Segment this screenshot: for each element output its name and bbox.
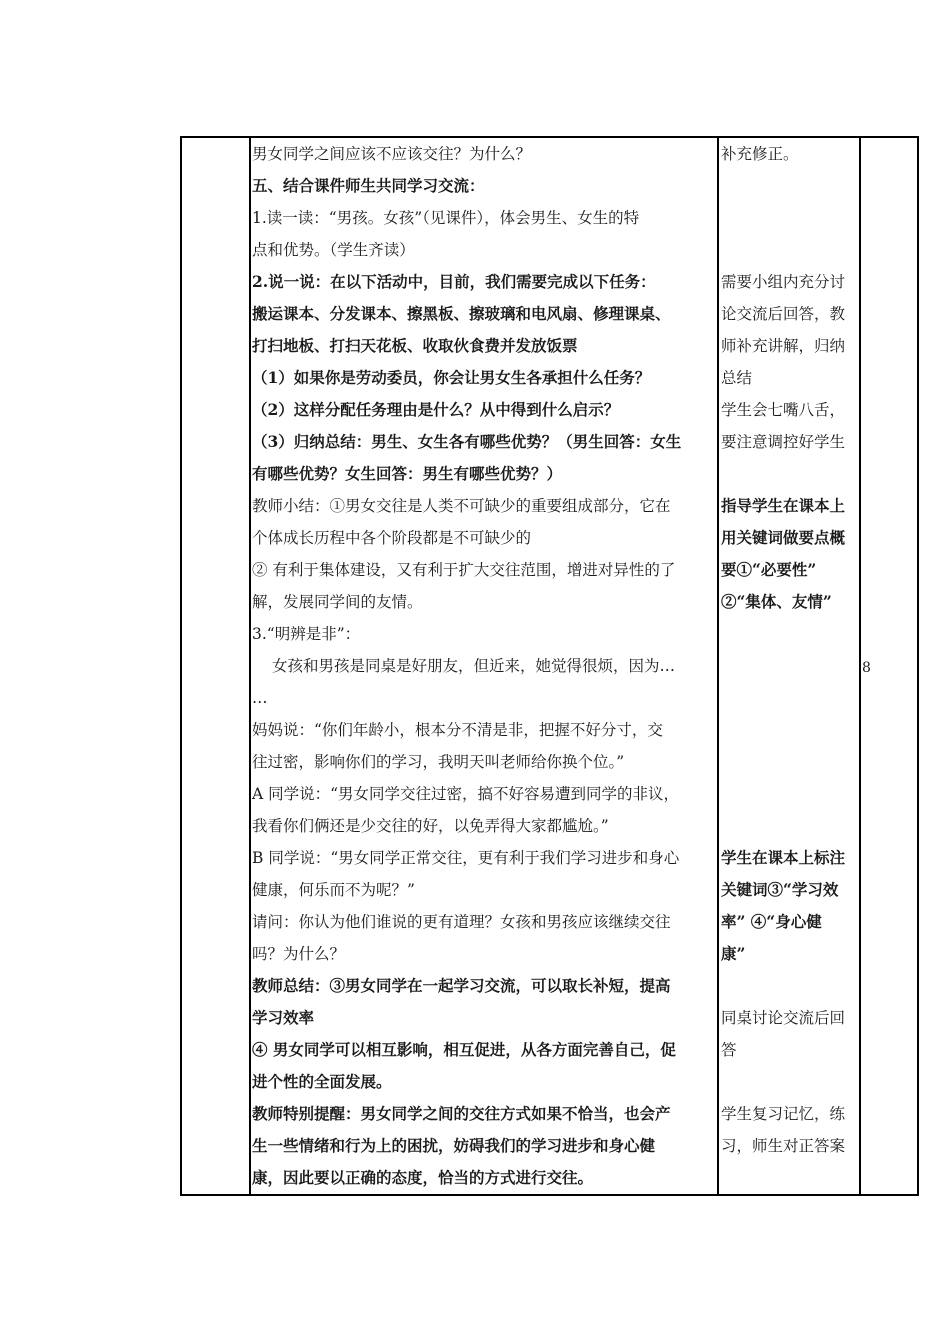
note-line: 习，师生对正答案 <box>721 1137 846 1155</box>
note-line: 指导学生在课本上 <box>721 496 846 515</box>
content-line: 吗？为什么？ <box>252 945 346 963</box>
content-line: 妈妈说：“你们年龄小，根本分不清是非，把握不好分寸，交 <box>252 721 663 739</box>
content-line: A 同学说：“男女同学交往过密，搞不好容易遭到同学的非议， <box>252 785 680 803</box>
note-line: 关键词③“学习效 <box>721 880 839 899</box>
content-line: （2）这样分配任务理由是什么？从中得到什么启示？ <box>252 400 620 419</box>
content-line: 健康，何乐而不为呢？” <box>252 881 415 899</box>
content-line: 男女同学之间应该不应该交往？为什么？ <box>252 145 532 163</box>
note-line <box>721 618 859 650</box>
table-row <box>181 137 918 1195</box>
note-line <box>721 202 859 234</box>
content-line: 解，发展同学间的友情。 <box>252 593 423 611</box>
note-line: 学生会七嘴八舌， <box>721 401 846 419</box>
note-line <box>721 714 859 746</box>
note-line: 康” <box>721 944 746 963</box>
note-line: 总结 <box>721 369 753 387</box>
content-line: 我看你们俩还是少交往的好，以免弄得大家都尴尬。” <box>252 817 609 835</box>
note-line: 同桌讨论交流后回 <box>721 1009 846 1027</box>
content-line: 教师特别提醒：男女同学之间的交往方式如果不恰当，也会产 <box>252 1104 671 1123</box>
note-line: 学生复习记忆，练 <box>721 1105 846 1123</box>
teaching-content-cell <box>250 137 718 1195</box>
note-line: 要①“必要性” <box>721 560 817 579</box>
content-line: ④ 男女同学可以相互影响，相互促进，从各方面完善自己，促 <box>252 1040 676 1059</box>
content-line: 有哪些优势？女生回答：男生有哪些优势？） <box>252 464 563 483</box>
lesson-plan-table <box>180 136 919 1196</box>
content-line: 1.读一读：“男孩。女孩”（见课件），体会男生、女生的特 <box>252 209 640 227</box>
note-line: 率” ④“身心健 <box>721 912 822 931</box>
note-line <box>721 234 859 266</box>
content-line: 五、结合课件师生共同学习交流： <box>252 176 485 195</box>
content-line: B 同学说：“男女同学正常交往，更有利于我们学习进步和身心 <box>252 849 680 867</box>
content-line: 请问：你认为他们谁说的更有道理？女孩和男孩应该继续交往 <box>252 913 671 931</box>
note-line <box>721 1066 859 1098</box>
note-line <box>721 746 859 778</box>
student-activity-cell <box>718 137 860 1195</box>
content-line: 往过密，影响你们的学习，我明天叫老师给你换个位。” <box>252 753 625 771</box>
note-line: 要注意调控好学生 <box>721 433 846 451</box>
content-line: （3）归纳总结：男生、女生各有哪些优势？（男生回答：女生 <box>252 432 682 451</box>
content-line: … <box>252 689 268 707</box>
content-line: 教师总结：③男女同学在一起学习交流，可以取长补短，提高 <box>252 976 671 995</box>
content-line: 搬运课本、分发课本、擦黑板、擦玻璃和电风扇、修理课桌、 <box>252 304 671 323</box>
note-line <box>721 810 859 842</box>
content-line: 进个性的全面发展。 <box>252 1072 392 1091</box>
student-activity <box>719 138 859 1162</box>
content-line: 生一些情绪和行为上的困扰，妨碍我们的学习进步和身心健 <box>252 1136 656 1155</box>
note-line <box>721 458 859 490</box>
note-line: 师补充讲解，归纳 <box>721 337 846 355</box>
note-line: 用关键词做要点概 <box>721 528 846 547</box>
teaching-content <box>251 138 717 1194</box>
content-line: 打扫地板、打扫天花板、收取伙食费并发放饭票 <box>252 336 578 355</box>
content-line: （1）如果你是劳动委员，你会让男女生各承担什么任务？ <box>252 368 651 387</box>
time-value: 8 <box>862 659 871 676</box>
note-line: 需要小组内充分讨 <box>721 273 846 291</box>
content-line: 学习效率 <box>252 1008 315 1027</box>
note-line <box>721 650 859 682</box>
content-line: 3.“明辨是非”： <box>252 625 361 643</box>
note-line: ②“集体、友情” <box>721 592 832 611</box>
content-line: 女孩和男孩是同桌是好朋友，但近来，她觉得很烦，因为… <box>272 657 676 675</box>
note-line <box>721 682 859 714</box>
content-line: 个体成长历程中各个阶段都是不可缺少的 <box>252 529 532 547</box>
content-line: 康，因此要以正确的态度，恰当的方式进行交往。 <box>252 1168 594 1187</box>
note-line <box>721 778 859 810</box>
note-line: 补充修正。 <box>721 145 799 163</box>
note-line: 答 <box>721 1041 737 1059</box>
stage-cell <box>181 137 250 1195</box>
note-line <box>721 970 859 1002</box>
note-line: 学生在课本上标注 <box>721 848 846 867</box>
note-line <box>721 170 859 202</box>
content-line: 教师小结：①男女交往是人类不可缺少的重要组成部分，它在 <box>252 497 671 515</box>
content-line: 点和优势。（学生齐读） <box>252 241 415 259</box>
content-line: ② 有利于集体建设，又有利于扩大交往范围，增进对异性的了 <box>252 561 676 579</box>
content-line: 2.说一说：在以下活动中，目前，我们需要完成以下任务： <box>252 272 656 291</box>
note-line: 论交流后回答，教 <box>721 305 846 323</box>
time-cell <box>860 137 918 1195</box>
